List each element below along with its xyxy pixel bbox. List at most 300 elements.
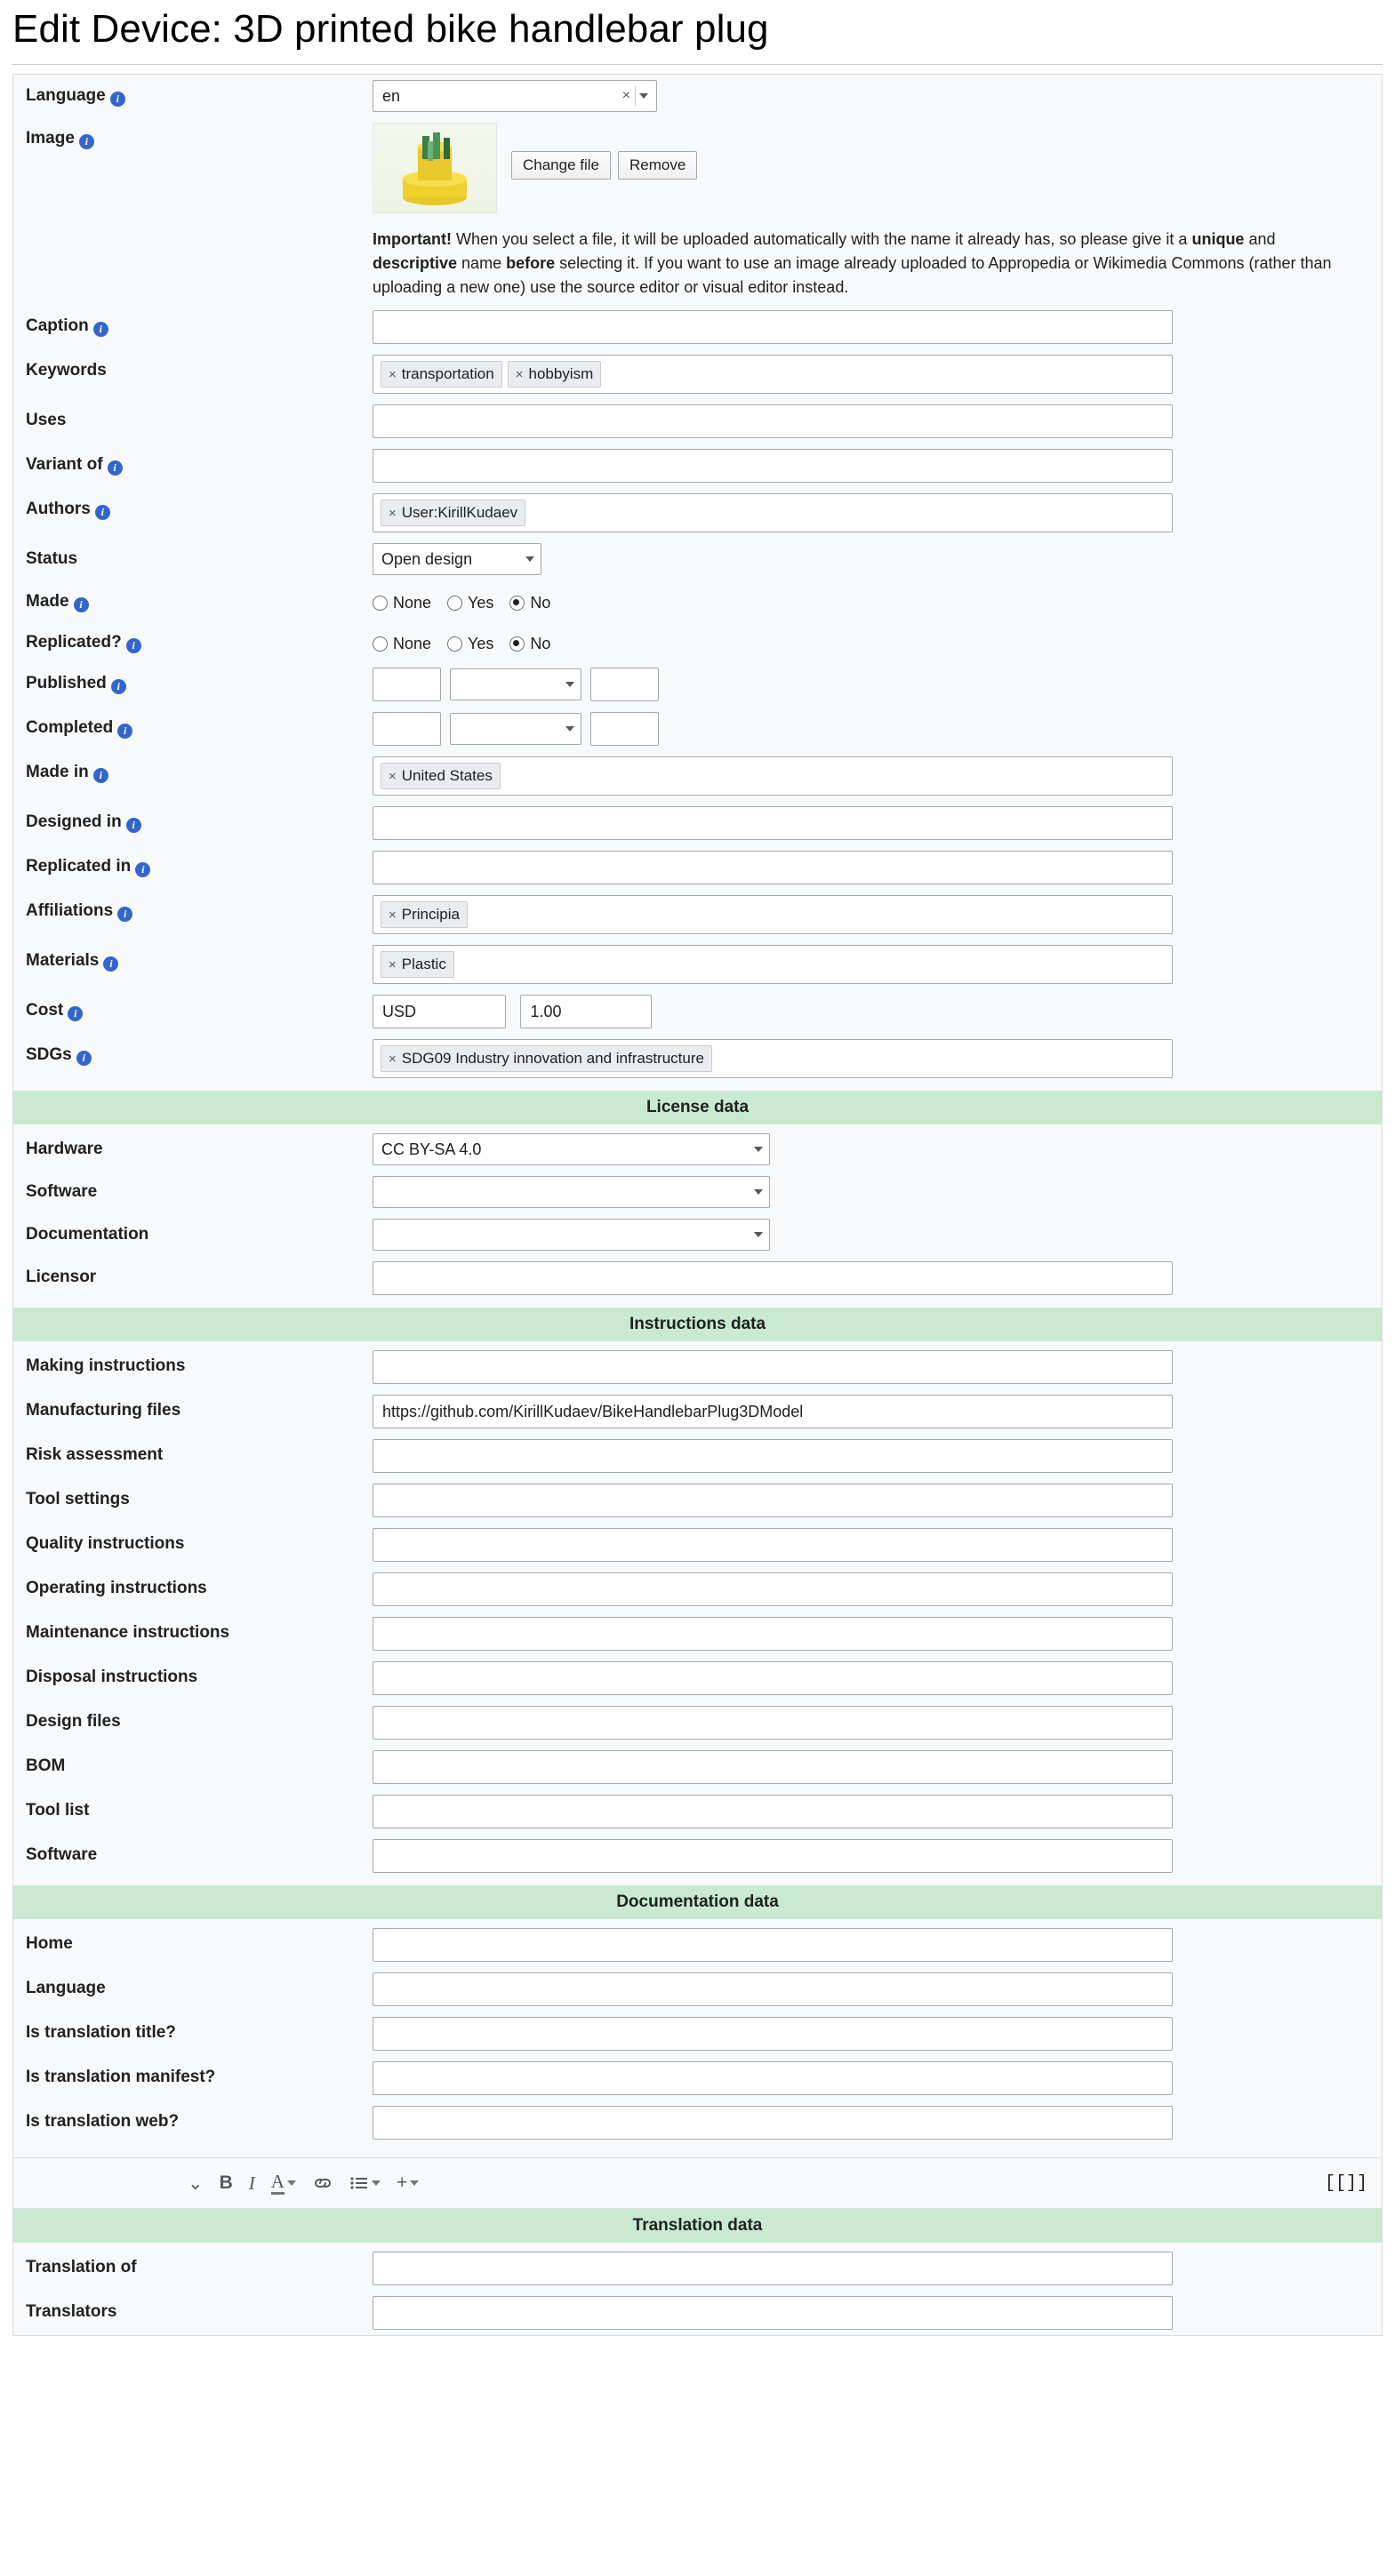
label-translation-of-text: Translation of [26,2258,137,2276]
field-is-translation-manifest [373,2061,1382,2095]
label-is-translation-manifest [13,2061,373,2088]
chip[interactable] [381,951,454,978]
field-replicated-in [373,851,1382,884]
chip-remove-icon[interactable]: × [389,768,397,784]
info-icon[interactable]: i [126,638,141,653]
home-input[interactable] [373,1928,1173,1962]
published-year-input[interactable] [590,668,659,701]
info-icon[interactable]: i [95,505,110,520]
text-style-glyph: A [271,2172,285,2195]
chip[interactable] [381,361,502,388]
note-part-4: selecting it. If you want to use an image already uploaded to Appropedia or Wikimedia Commons (rather than uploading a new one) use the source editor or visual editor instead. [373,254,1332,296]
chevron-down-icon [410,2180,419,2186]
row-operating-instructions [13,1567,1382,1612]
chevron-down-icon [287,2180,296,2186]
text-style-icon[interactable] [271,2172,296,2195]
field-keywords [373,355,1382,394]
label-materials-text: Materials [26,951,100,970]
row-is-translation-manifest [13,2056,1382,2100]
label-language [13,80,373,107]
is-translation-title-input[interactable] [373,2017,1173,2051]
label-caption [13,310,373,337]
image-upload-block [373,123,1366,213]
status-select-wrap [373,543,541,575]
chevron-down-icon[interactable] [639,93,648,99]
chip[interactable] [381,1045,712,1072]
row-made [13,580,1382,621]
field-software-instructions [373,1839,1382,1873]
label-design-files-text: Design files [26,1712,121,1731]
label-sdgs [13,1039,373,1066]
file-buttons [511,151,697,180]
toolbar-left-group [188,2172,419,2195]
label-authors [13,493,373,520]
remove-file-button[interactable]: Remove [618,151,697,180]
chip-label: hobbyism [528,365,594,382]
chip-label: User:KirillKudaev [401,504,518,521]
label-uses [13,404,373,431]
radio-label: No [530,593,551,612]
label-materials [13,945,373,972]
italic-icon[interactable]: I [248,2172,255,2194]
making-instructions-input[interactable] [373,1350,1173,1384]
field-translation-of [373,2252,1382,2285]
licensor-input[interactable] [373,1261,1173,1295]
label-affiliations-text: Affiliations [26,901,114,920]
row-tool-settings [13,1478,1382,1523]
label-cost [13,995,373,1021]
label-tool-settings [13,1484,373,1510]
label-published [13,668,373,694]
info-icon[interactable]: i [117,724,132,739]
field-quality-instructions [373,1528,1382,1562]
field-licensor [373,1261,1382,1295]
label-hardware-text: Hardware [26,1140,103,1158]
note-part-1: When you select a file, it will be uploaded automatically with the name it already has, so please give it a [452,230,1192,248]
page-title: Edit Device: 3D printed bike handlebar plug [12,7,769,51]
row-making-instructions [13,1345,1382,1389]
caption-input[interactable] [373,310,1173,344]
row-software-instructions [13,1834,1382,1878]
label-making-instructions [13,1350,373,1377]
label-home [13,1928,373,1955]
label-keywords [13,355,373,381]
note-part-3: name [457,254,507,272]
software-select-wrap [373,1176,770,1208]
label-risk-assessment-text: Risk assessment [26,1445,164,1464]
row-sdgs [13,1034,1382,1084]
doc-language-input[interactable] [373,1972,1173,2006]
label-replicated-in-text: Replicated in [26,857,132,876]
quality-instructions-input[interactable] [373,1528,1173,1562]
info-icon[interactable]: i [93,322,108,337]
label-keywords-text: Keywords [26,361,107,380]
tool-list-input[interactable] [373,1795,1173,1828]
label-status-text: Status [26,549,78,568]
field-tool-settings [373,1484,1382,1517]
radio-dot-selected[interactable] [509,636,525,652]
chip[interactable] [508,361,602,388]
label-quality-instructions [13,1528,373,1555]
wikitext-editor-toolbar [13,2157,1382,2209]
radio-dot[interactable] [447,636,462,652]
row-status [13,538,1382,580]
row-uses [13,399,1382,444]
label-software-license-text: Software [26,1182,98,1201]
field-cost [373,995,1382,1028]
field-doc-language [373,1972,1382,2006]
label-made [13,586,373,612]
field-operating-instructions [373,1572,1382,1606]
field-bom [373,1750,1382,1784]
collapse-toolbar-icon[interactable]: ⌄ [188,2172,204,2194]
row-cost [13,989,1382,1034]
label-made-text: Made [26,592,69,611]
uses-input[interactable] [373,404,1173,438]
radio-dot[interactable] [373,636,388,652]
label-software-license [13,1176,373,1203]
made-radio-none[interactable] [373,594,431,612]
row-home [13,1923,1382,1967]
chip-label: United States [401,767,493,784]
section-banner-translation: Translation data [13,2209,1382,2243]
info-icon[interactable]: i [135,862,150,877]
row-language [13,75,1382,117]
chevron-down-icon [372,2180,381,2186]
label-is-translation-manifest-text: Is translation manifest? [26,2068,216,2086]
insert-icon[interactable] [397,2172,419,2194]
tool-settings-input[interactable] [373,1484,1173,1517]
field-is-translation-web [373,2106,1382,2140]
label-software-instructions [13,1839,373,1866]
replicated-radio-yes[interactable] [447,635,493,653]
row-is-translation-title [13,2012,1382,2056]
label-variant-of [13,449,373,476]
row-caption [13,305,1382,349]
label-designed-in-text: Designed in [26,812,122,831]
info-icon[interactable]: i [117,907,132,922]
label-translators-text: Translators [26,2302,117,2321]
info-icon[interactable]: i [103,956,118,972]
label-doc-language-text: Language [26,1979,106,1997]
label-operating-instructions-text: Operating instructions [26,1579,207,1597]
note-before: before [506,254,556,272]
replicated-radio-no[interactable] [509,635,550,653]
radio-label: No [530,634,551,652]
row-designed-in [13,801,1382,845]
chip-label: transportation [401,365,494,382]
row-variant-of [13,444,1382,488]
label-design-files [13,1706,373,1732]
field-caption [373,310,1382,344]
label-completed-text: Completed [26,718,114,737]
image-upload-note [373,228,1333,300]
label-is-translation-title [13,2017,373,2044]
row-licensor [13,1256,1382,1300]
row-software-license [13,1171,1382,1213]
keywords-token-input[interactable] [373,355,1173,394]
label-tool-list [13,1795,373,1821]
row-design-files [13,1700,1382,1745]
field-tool-list [373,1795,1382,1828]
published-month-select[interactable] [450,668,581,700]
field-hardware [373,1133,1382,1165]
field-risk-assessment [373,1439,1382,1473]
field-language [373,80,1382,112]
completed-day-input[interactable] [373,712,441,746]
list-glyph [349,2175,369,2191]
field-designed-in [373,806,1382,840]
language-input[interactable] [373,80,657,112]
label-replicated [13,627,373,653]
radio-label: None [393,593,432,612]
row-made-in [13,751,1382,801]
design-files-input[interactable] [373,1706,1173,1740]
made-radio-group [373,586,1366,616]
row-completed [13,707,1382,751]
row-translators [13,2291,1382,2335]
clear-icon[interactable]: × [621,88,630,103]
field-software-license [373,1176,1382,1208]
field-translators [373,2296,1382,2330]
info-icon[interactable]: i [68,1006,83,1021]
field-made-in [373,756,1382,796]
disposal-instructions-input[interactable] [373,1661,1173,1695]
label-translators [13,2296,373,2323]
affiliations-token-input[interactable] [373,895,1173,934]
field-authors [373,493,1382,532]
row-maintenance-instructions [13,1612,1382,1656]
label-authors-text: Authors [26,500,91,518]
chip[interactable] [381,901,468,928]
sdgs-token-input[interactable] [373,1039,1173,1078]
completed-date-group [373,712,1366,746]
software-license-select[interactable] [373,1176,770,1208]
field-replicated [373,627,1382,657]
info-icon[interactable]: i [76,1051,92,1066]
link-glyph [312,2174,333,2192]
made-radio-no[interactable] [509,594,550,612]
section-banner-instructions: Instructions data [13,1308,1382,1341]
field-design-files [373,1706,1382,1740]
row-materials [13,940,1382,989]
materials-token-input[interactable] [373,945,1173,984]
radio-label: Yes [468,634,494,652]
label-licensor-text: Licensor [26,1268,97,1286]
label-risk-assessment [13,1439,373,1466]
field-made [373,586,1382,616]
title-divider [12,64,1383,65]
label-licensor [13,1261,373,1288]
list-icon[interactable] [349,2175,381,2191]
radio-dot[interactable] [373,596,388,611]
label-doc-language [13,1972,373,1999]
label-documentation-license [13,1219,373,1245]
label-manufacturing-files [13,1395,373,1421]
field-variant-of [373,449,1382,483]
label-caption-text: Caption [26,316,89,335]
software-instructions-input[interactable] [373,1839,1173,1873]
label-replicated-in [13,851,373,877]
cost-amount-input[interactable] [520,995,652,1028]
label-uses-text: Uses [26,411,67,429]
label-designed-in [13,806,373,833]
field-affiliations [373,895,1382,934]
hardware-select-wrap [373,1133,770,1165]
maintenance-instructions-input[interactable] [373,1617,1173,1651]
label-language-text: Language [26,86,106,105]
section-banner-documentation: Documentation data [13,1885,1382,1919]
label-making-instructions-text: Making instructions [26,1356,186,1375]
completed-year-input[interactable] [590,712,659,746]
chip-label: SDG09 Industry innovation and infrastructure [401,1050,704,1067]
row-documentation-license [13,1213,1382,1256]
label-image-text: Image [26,129,75,148]
row-replicated [13,621,1382,662]
label-made-in-text: Made in [26,763,89,781]
chip-remove-icon[interactable]: × [389,505,397,521]
row-translation-of [13,2246,1382,2291]
radio-label: Yes [468,593,494,612]
chip[interactable] [381,500,525,526]
row-is-translation-web [13,2100,1382,2145]
label-disposal-instructions-text: Disposal instructions [26,1668,198,1686]
label-software-instructions-text: Software [26,1845,98,1864]
label-maintenance-instructions [13,1617,373,1644]
chip-remove-icon[interactable]: × [389,907,397,923]
label-operating-instructions [13,1572,373,1599]
field-making-instructions [373,1350,1382,1384]
label-is-translation-web-text: Is translation web? [26,2112,180,2131]
info-icon[interactable]: i [126,818,141,833]
row-published [13,662,1382,707]
label-replicated-text: Replicated? [26,633,122,652]
chip[interactable] [381,763,501,789]
label-status [13,543,373,570]
info-icon[interactable]: i [110,92,125,107]
is-translation-manifest-input[interactable] [373,2061,1173,2095]
authors-token-input[interactable] [373,493,1173,532]
language-select[interactable] [373,80,657,112]
replicated-radio-none[interactable] [373,635,431,653]
label-translation-of [13,2252,373,2278]
chip-label: Plastic [401,956,446,972]
radio-dot-selected[interactable] [509,596,525,611]
label-disposal-instructions [13,1661,373,1688]
image-thumbnail [373,123,497,213]
field-uses [373,404,1382,438]
note-important-label: Important! [373,230,452,248]
field-documentation-license [373,1219,1382,1251]
field-status [373,543,1382,575]
row-replicated-in [13,845,1382,890]
cost-currency-input[interactable] [373,995,506,1028]
field-home [373,1928,1382,1962]
row-quality-instructions [13,1523,1382,1567]
change-file-button[interactable]: Change file [511,151,611,180]
risk-assessment-input[interactable] [373,1439,1173,1473]
bold-icon[interactable]: B [219,2172,233,2193]
info-icon[interactable]: i [111,679,126,694]
field-disposal-instructions [373,1661,1382,1695]
translators-input[interactable] [373,2296,1173,2330]
label-tool-settings-text: Tool settings [26,1490,130,1508]
radio-dot[interactable] [447,596,462,611]
chip-remove-icon[interactable]: × [389,1051,397,1067]
section-banner-license: License data [13,1091,1382,1124]
chip-remove-icon[interactable]: × [515,366,524,382]
bom-input[interactable] [373,1750,1173,1784]
row-doc-language [13,1967,1382,2012]
insert-glyph: + [396,2172,408,2193]
row-bom [13,1745,1382,1789]
published-month-wrap [450,668,581,700]
variant-of-input[interactable] [373,449,1173,483]
info-icon[interactable]: i [74,597,89,612]
radio-label: None [393,634,432,652]
field-maintenance-instructions [373,1617,1382,1651]
field-is-translation-title [373,2017,1382,2051]
row-image [13,117,1382,305]
label-home-text: Home [26,1934,73,1953]
made-radio-yes[interactable] [447,594,493,612]
label-image [13,123,373,149]
translation-of-input[interactable] [373,2252,1173,2285]
designed-in-input[interactable] [373,806,1173,840]
label-hardware [13,1133,373,1160]
label-maintenance-instructions-text: Maintenance instructions [26,1623,230,1642]
bike-plug-render-icon [373,124,496,212]
published-day-input[interactable] [373,668,441,701]
row-tool-list [13,1789,1382,1834]
label-quality-instructions-text: Quality instructions [26,1534,185,1553]
field-image [373,123,1382,300]
info-icon[interactable]: i [93,768,108,783]
chip-remove-icon[interactable]: × [389,956,397,972]
completed-month-select[interactable] [450,713,581,745]
is-translation-web-input[interactable] [373,2106,1173,2140]
device-form [12,74,1383,2336]
documentation-select-wrap [373,1219,770,1251]
label-bom [13,1750,373,1777]
documentation-license-select[interactable] [373,1219,770,1251]
chip-remove-icon[interactable]: × [389,366,397,382]
status-select[interactable] [373,543,541,575]
link-icon[interactable] [312,2174,333,2192]
row-risk-assessment [13,1434,1382,1478]
replicated-in-input[interactable] [373,851,1173,884]
hardware-license-select[interactable] [373,1133,770,1165]
label-sdgs-text: SDGs [26,1045,72,1064]
special-characters-icon[interactable]: [[]] [1324,2172,1367,2194]
row-disposal-instructions [13,1656,1382,1700]
label-completed [13,712,373,739]
info-icon[interactable]: i [108,460,123,476]
row-manufacturing-files [13,1389,1382,1434]
info-icon[interactable]: i [79,134,94,149]
row-authors [13,488,1382,538]
operating-instructions-input[interactable] [373,1572,1173,1606]
field-manufacturing-files [373,1395,1382,1428]
made-in-token-input[interactable] [373,756,1173,796]
field-materials [373,945,1382,984]
label-documentation-license-text: Documentation [26,1225,149,1244]
label-cost-text: Cost [26,1001,64,1020]
row-affiliations [13,890,1382,940]
replicated-radio-group [373,627,1366,657]
manufacturing-files-input[interactable] [373,1395,1173,1428]
row-hardware-license [13,1128,1382,1171]
